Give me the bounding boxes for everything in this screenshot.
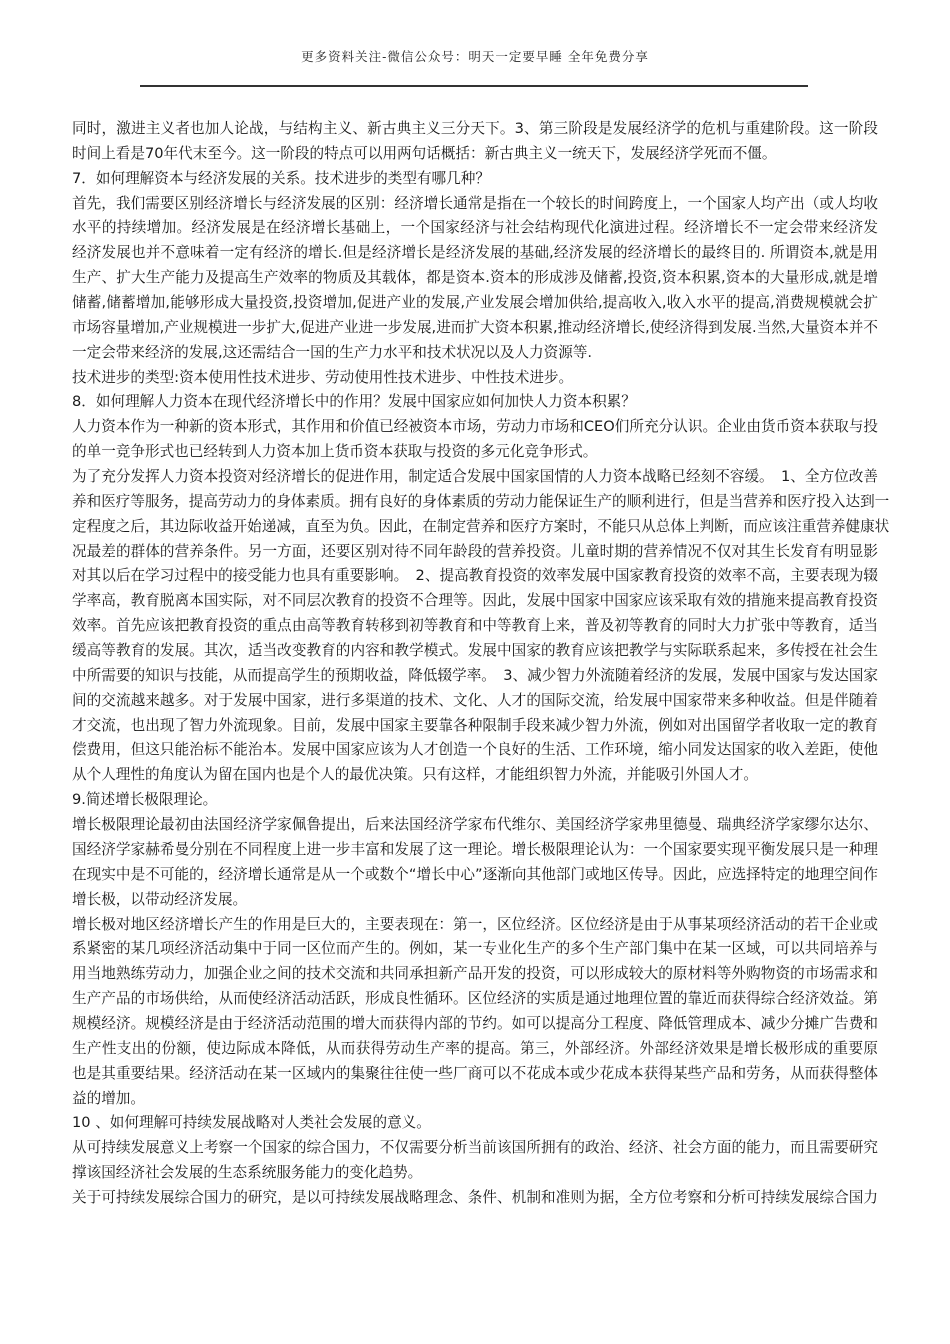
text-line: 系紧密的某几项经济活动集中于同一区位而产生的。例如，某一专业化生产的多个生产部门集中在某一区域，可以共同培养与 bbox=[72, 940, 878, 958]
text-line: 从个人理性的角度认为留在国内也是个人的最优决策。只有这样，才能组织智力外流，并能吸引外国人才。 bbox=[72, 766, 758, 784]
text-line: 况最差的群体的营养条件。另一方面，还要区别对待不同年龄段的营养投资。儿童时期的营养情况不仅对其生长发育有明显影 bbox=[72, 542, 878, 560]
text-line: 增长极对地区经济增长产生的作用是巨大的，主要表现在：第一，区位经济。区位经济是由于从事某项经济活动的若干企业或 bbox=[72, 915, 878, 933]
text-line: 在现实中是不可能的，经济增长通常是从一个或数个“增长中心”逐渐向其他部门或地区传导。因此，应选择特定的地理空间作 bbox=[72, 865, 878, 883]
text-line: 效率。首先应该把教育投资的重点由高等教育转移到初等教育和中等教育上来，普及初等教育的同时大力扩张中等教育，适当 bbox=[72, 617, 878, 635]
text-line: 水平的持续增加。经济发展是在经济增长基础上，一个国家经济与社会结构现代化演进过程。经济增长不一定会带来经济发 bbox=[72, 219, 878, 237]
text-line: 从可持续发展意义上考察一个国家的综合国力，不仅需要分析当前该国所拥有的政治、经济、社会方面的能力，而且需要研究 bbox=[72, 1139, 878, 1157]
question-heading: 8．如何理解人力资本在现代经济增长中的作用？发展中国家应如何加快人力资本积累？ bbox=[72, 393, 636, 411]
text-line: 也是其重要结果。经济活动在某一区域内的集聚往往使一些厂商可以不花成本或少花成本获得某些产品和劳务，从而获得整体 bbox=[72, 1064, 878, 1082]
text-line: 增长极，以带动经济发展。 bbox=[72, 890, 248, 908]
text-line: 增长极限理论最初由法国经济学家佩鲁提出，后来法国经济学家布代维尔、美国经济学家弗里德曼、瑞典经济学家缪尔达尔、 bbox=[72, 816, 878, 834]
header-divider bbox=[140, 85, 808, 87]
text-line: 生产性支出的份额，使边际成本降低，从而获得劳动生产率的提高。第三，外部经济。外部经济效果是增长极形成的重要原 bbox=[72, 1039, 878, 1057]
text-line: 用当地熟练劳动力，加强企业之间的技术交流和共同承担新产品开发的投资，可以形成较大的原材料等外购物资的市场需求和 bbox=[72, 965, 878, 983]
text-line: 储蓄,储蓄增加,能够形成大量投资,投资增加,促进产业的发展,产业发展会增加供给,提高收入,收入水平的提高,消费规模就会扩 bbox=[72, 294, 878, 312]
text-line: 养和医疗等服务，提高劳动力的身体素质。拥有良好的身体素质的劳动力能保证生产的顺利进行，但是当营养和医疗投入达到一 bbox=[72, 492, 890, 510]
text-line: 学率高，教育脱离本国实际，对不同层次教育的投资不合理等。因此，发展中国家中国家应该采取有效的措施来提高教育投资 bbox=[72, 592, 878, 610]
text-line: 为了充分发挥人力资本投资对经济增长的促进作用，制定适合发展中国家国情的人力资本战略已经刻不容缓。 1、全方位改善 bbox=[72, 468, 878, 486]
text-line: 偿费用，但这只能治标不能治本。发展中国家应该为人才创造一个良好的生活、工作环境，缩小同发达国家的收入差距，使他 bbox=[72, 741, 878, 759]
text-line: 规模经济。规模经济是由于经济活动范围的增大而获得内部的节约。如可以提高分工程度、降低管理成本、减少分摊广告费和 bbox=[72, 1014, 878, 1032]
text-line: 关于可持续发展综合国力的研究，是以可持续发展战略理念、条件、机制和准则为据，全方位考察和分析可持续发展综合国力 bbox=[72, 1188, 878, 1206]
text-line: 市场容量增加,产业规模进一步扩大,促进产业进一步发展,进而扩大资本积累,推动经济增长,使经济得到发展.当然,大量资本并不 bbox=[72, 318, 878, 336]
text-line: 的单一竞争形式也已经转到人力资本加上货币资本获取与投资的多元化竞争形式。 bbox=[72, 443, 598, 461]
text-line: 首先，我们需要区别经济增长与经济发展的区别：经济增长通常是指在一个较长的时间跨度上，一个国家人均产出（或人均收 bbox=[72, 194, 878, 212]
text-line: 技术进步的类型:资本使用性技术进步、劳动使用性技术进步、中性技术进步。 bbox=[72, 368, 574, 386]
text-line: 人力资本作为一种新的资本形式，其作用和价值已经被资本市场，劳动力市场和CEO们所充分认识。企业由货币资本获取与投 bbox=[72, 418, 878, 436]
text-line: 缓高等教育的发展。其次，适当改变教育的内容和教学模式。发展中国家的教育应该把教学与实际联系起来，多传授在社会生 bbox=[72, 642, 878, 660]
text-line: 国经济学家赫希曼分别在不同程度上进一步丰富和发展了这一理论。增长极限理论认为：一个国家要实现平衡发展只是一种理 bbox=[72, 840, 878, 858]
question-heading: 9.简述增长极限理论。 bbox=[72, 791, 218, 809]
question-heading: 10 、如何理解可持续发展战略对人类社会发展的意义。 bbox=[72, 1114, 431, 1132]
text-line: 定程度之后，其边际收益开始递减，直至为负。因此，在制定营养和医疗方案时，不能只从总体上判断，而应该注重营养健康状 bbox=[72, 517, 890, 535]
text-line: 对其以后在学习过程中的接受能力也具有重要影响。 2、提高教育投资的效率发展中国家教育投资的效率不高，主要表现为辍 bbox=[72, 567, 878, 585]
text-line: 生产产品的市场供给，从而使经济活动活跃，形成良性循环。区位经济的实质是通过地理位置的靠近而获得综合经济效益。第 bbox=[72, 990, 878, 1008]
text-line: 时间上看是70年代末至今。这一阶段的特点可以用两句话概括：新古典主义一统天下，发展经济学死而不僵。 bbox=[72, 144, 777, 162]
text-line: 撑该国经济社会发展的生态系统服务能力的变化趋势。 bbox=[72, 1164, 423, 1182]
text-line: 经济发展也并不意味着一定有经济的增长.但是经济增长是经济发展的基础,经济发展的经济增长的最终目的. 所谓资本,就是用 bbox=[72, 244, 878, 262]
text-line: 生产、扩大生产能力及提高生产效率的物质及其载体，都是资本.资本的形成涉及储蓄,投资,资本积累,资本的大量形成,就是增 bbox=[72, 269, 878, 287]
question-heading: 7．如何理解资本与经济发展的关系。技术进步的类型有哪几种？ bbox=[72, 169, 490, 187]
page-header-notice: 更多资料关注-微信公众号：明天一定要早睡 全年免费分享 bbox=[301, 49, 649, 64]
document-body bbox=[72, 117, 890, 1211]
text-line: 才交流，也出现了智力外流现象。目前，发展中国家主要靠各种限制手段来减少智力外流，例如对出国留学者收取一定的教育 bbox=[72, 716, 878, 734]
text-line: 间的交流越来越多。对于发展中国家，进行多渠道的技术、文化、人才的国际交流，给发展中国家带来多种收益。但是伴随着 bbox=[72, 691, 878, 709]
text-line: 同时，激进主义者也加人论战，与结构主义、新古典主义三分天下。3、第三阶段是发展经济学的危机与重建阶段。这一阶段 bbox=[72, 120, 878, 137]
text-line: 中所需要的知识与技能，从而提高学生的预期收益，降低辍学率。 3、减少智力外流随着经济的发展，发展中国家与发达国家 bbox=[72, 666, 878, 684]
text-line: 一定会带来经济的发展,这还需结合一国的生产力水平和技术状况以及人力资源等. bbox=[72, 343, 593, 361]
text-line: 益的增加。 bbox=[72, 1089, 145, 1107]
